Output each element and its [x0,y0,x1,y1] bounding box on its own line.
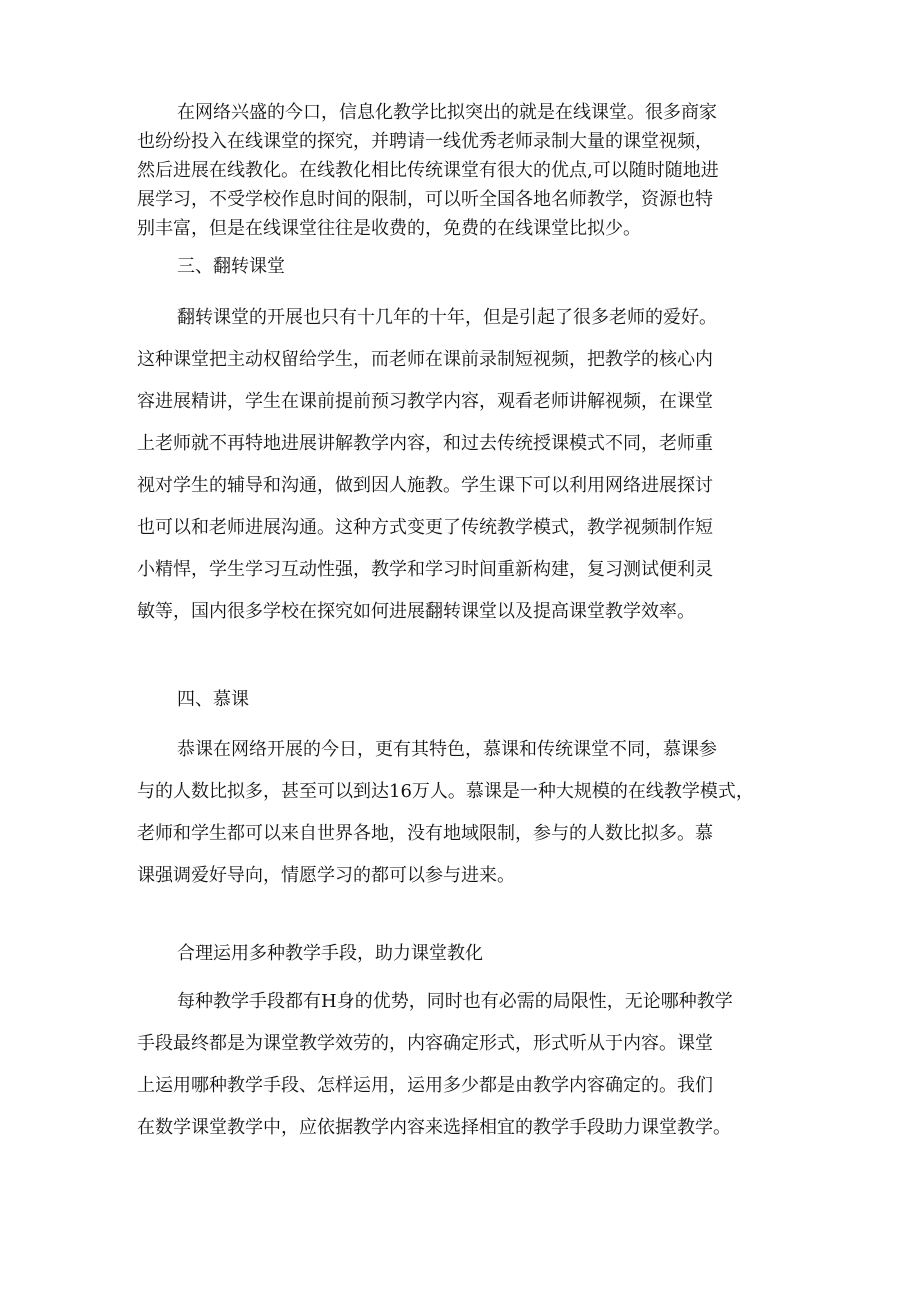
text-line: 课强调爱好导向，情愿学习的都可以参与进来。 [137,865,515,886]
text-line: 上运用哪种教学手段、怎样运用，运用多少都是由教学内容确定的。我们 [137,1075,713,1096]
section-heading-mooc: 四、慕课 [177,689,249,710]
section-heading-flipped-classroom: 三、翻转课堂 [177,256,285,277]
text-line: 这种课堂把主动权留给学生，而老师在课前录制短视频，把教学的核心内 [137,349,713,370]
text-line: 别丰富，但是在线课堂往往是收费的，免费的在线课堂比拟少。 [137,218,641,239]
text-line: 敏等，国内很多学校在探究如何进展翻转课堂以及提高课堂教学效率。 [137,601,695,622]
text-line: 然后进展在线教化。在线教化相比传统课堂有很大的优点,可以随时随地进 [137,160,719,181]
text-line: 与的人数比拟多，甚至可以到达16万人。慕课是一种大规模的在线教学模式， [137,781,754,802]
paragraph-mooc [137,729,797,897]
text-line: 在网络兴盛的今口，信息化教学比拟突出的就是在线课堂。很多商家 [177,102,717,123]
text-line: 展学习，不受学校作息时间的限制，可以听全国各地名师教学，资源也特 [137,189,713,210]
text-line: 也纷纷投入在线课堂的探究，并聘请一线优秀老师录制大量的课堂视频， [137,131,713,152]
text-line: 老师和学生都可以来自世界各地，没有地域限制，参与的人数比拟多。慕 [137,823,713,844]
text-line: 恭课在网络开展的今日，更有其特色，慕课和传统课堂不同，慕课参 [177,739,717,760]
text-line: 手段最终都是为课堂教学效劳的，内容确定形式，形式听从于内容。课堂 [137,1033,713,1054]
text-line: 容进展精讲，学生在课前提前预习教学内容，观看老师讲解视频，在课堂 [137,391,713,412]
text-line: 也可以和老师进展沟通。这种方式变更了传统教学模式，教学视频制作短 [137,517,713,538]
section-heading-teaching-methods: 合理运用多种教学手段，助力课堂教化 [177,943,483,964]
paragraph-teaching-methods [137,981,797,1149]
paragraph-flipped-classroom [137,297,797,633]
text-line: 视对学生的辅导和沟通，做到因人施教。学生课下可以利用网络进展探讨 [137,475,713,496]
text-line: 在数学课堂教学中，应依据教学内容来选择相宜的教学手段助力课堂教学。 [137,1117,731,1138]
text-line: 上老师就不再特地进展讲解教学内容，和过去传统授课模式不同，老师重 [137,433,713,454]
paragraph-online-classroom [137,98,797,243]
text-line: 小精悍，学生学习互动性强，教学和学习时间重新构建，复习测试便利灵 [137,559,713,580]
text-line: 每种教学手段都有H身的优势，同时也有必需的局限性，无论哪种教学 [177,991,733,1012]
text-line: 翻转课堂的开展也只有十几年的十年，但是引起了很多老师的爱好。 [177,307,717,328]
